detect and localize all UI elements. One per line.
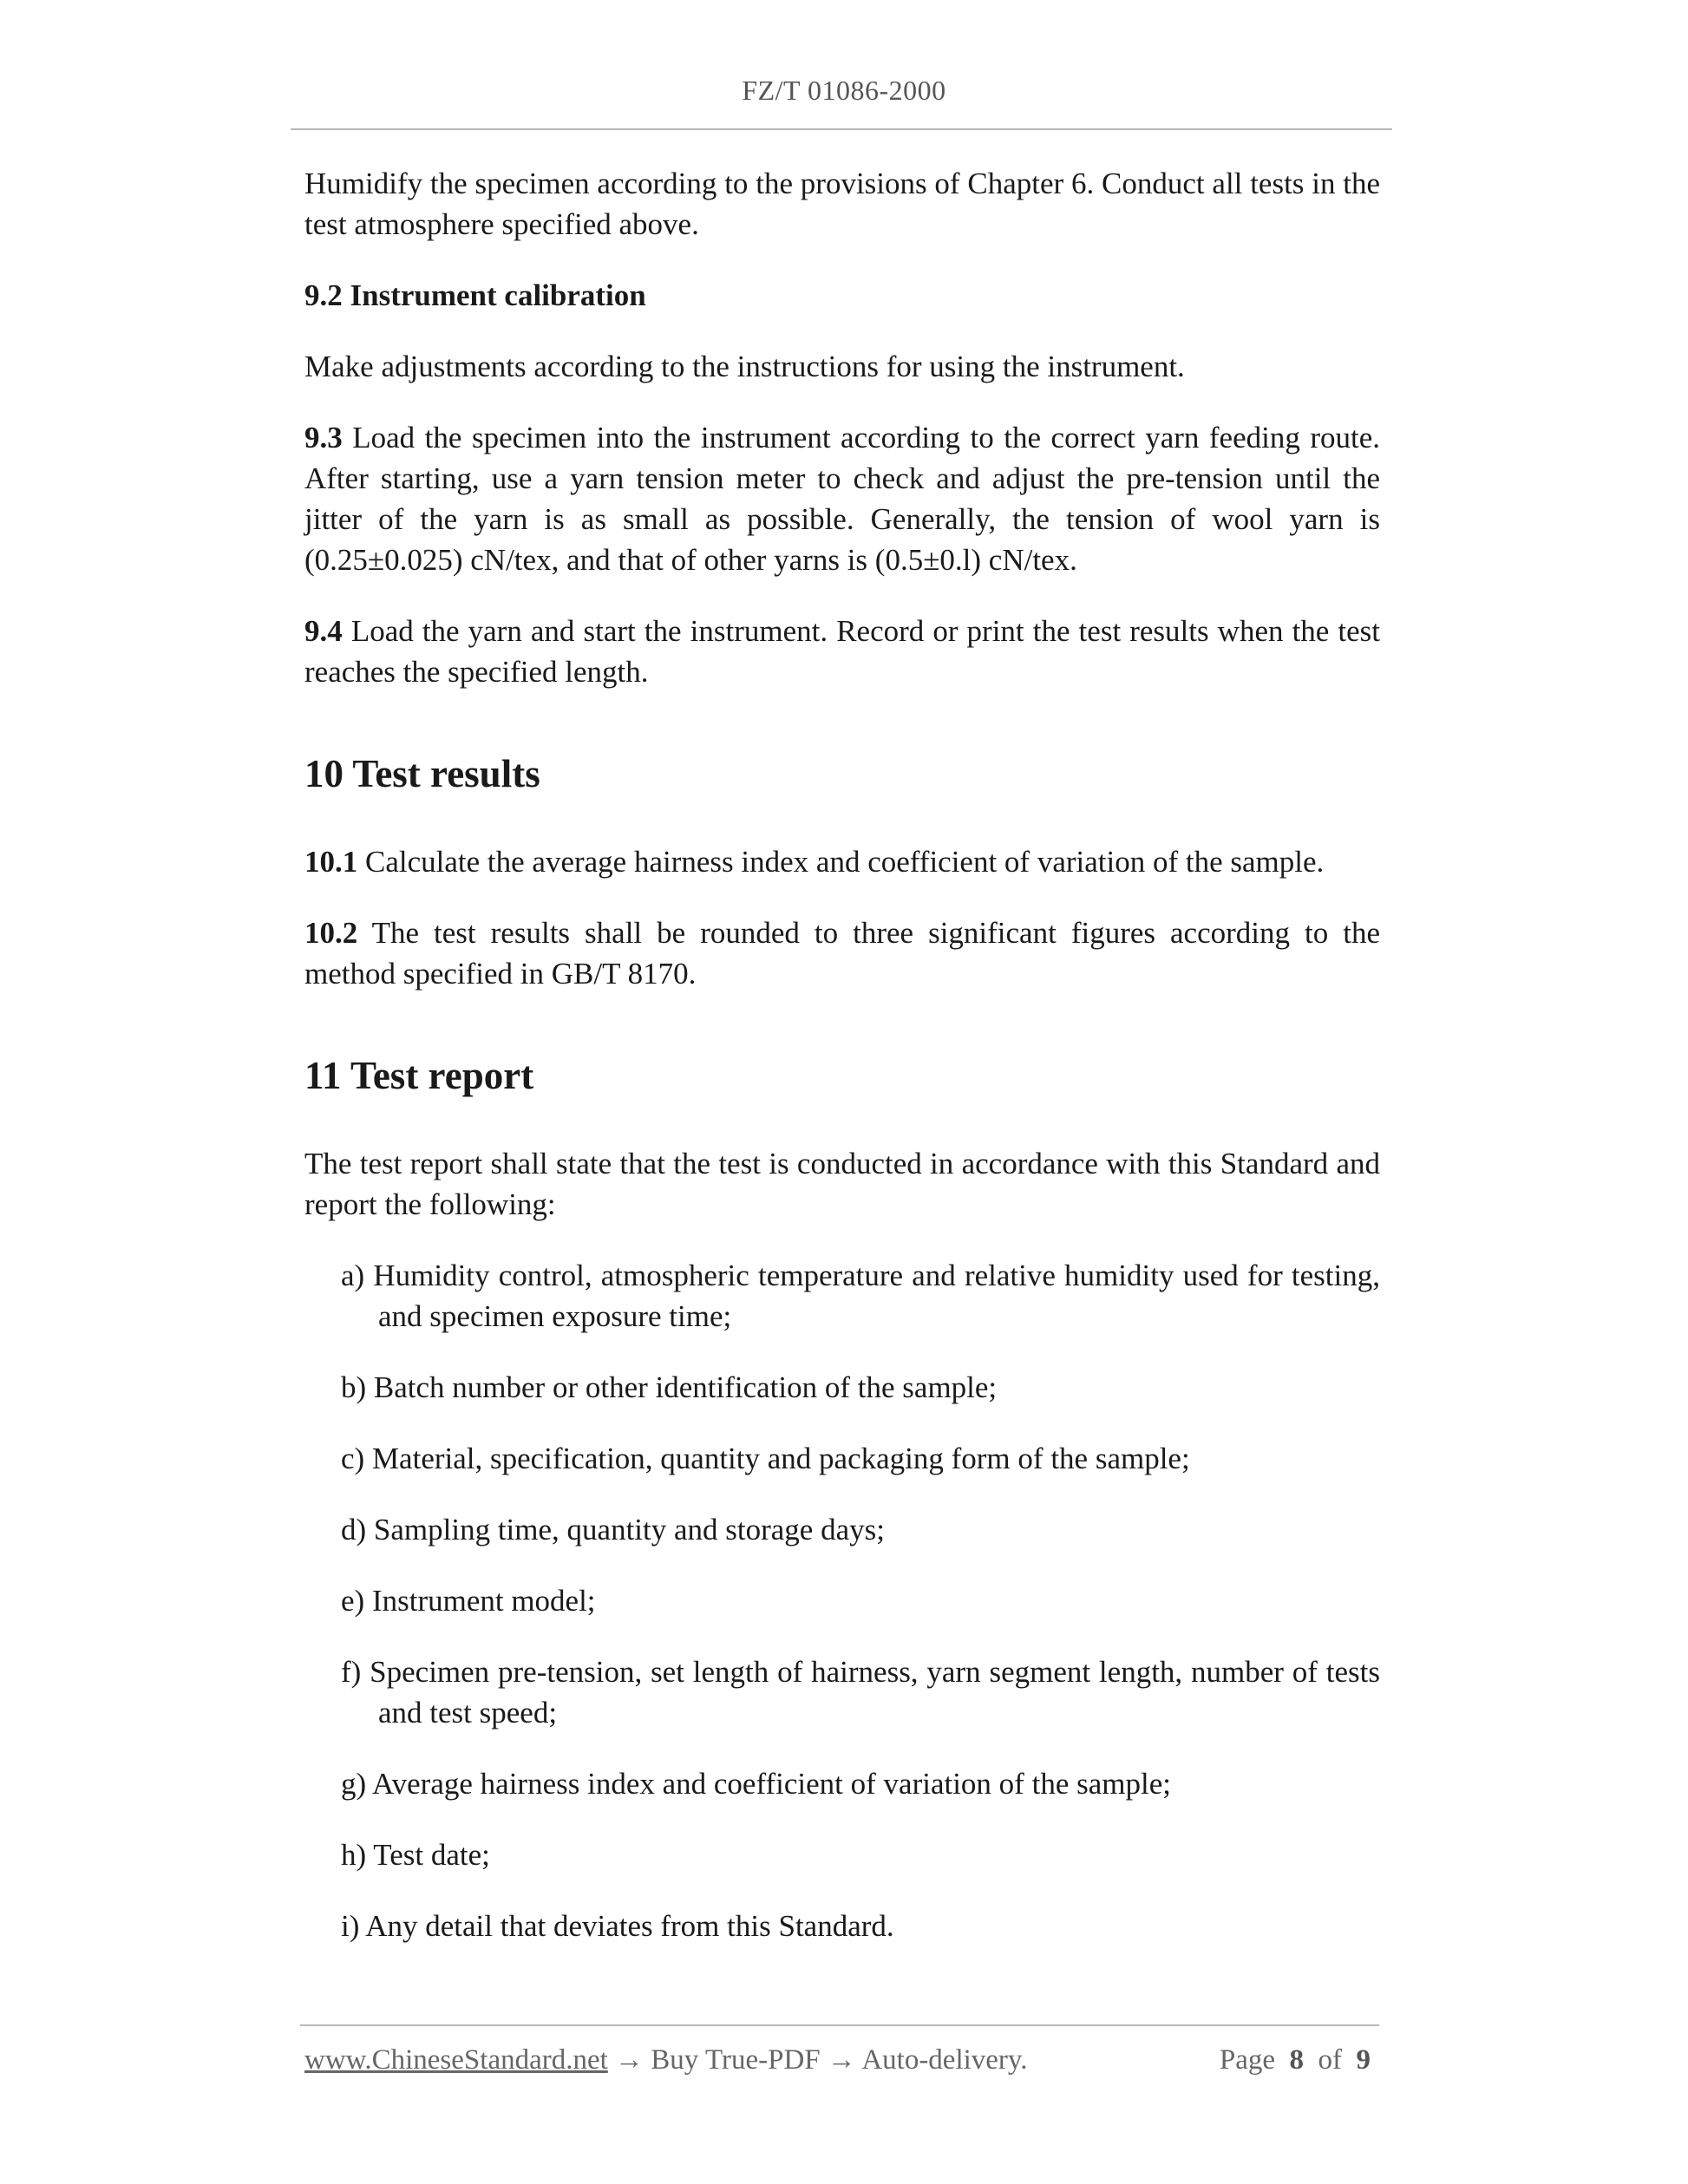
list-item: b) Batch number or other identification of the sample; <box>341 1370 998 1404</box>
section-9-2-text: Make adjustments according to the instructions for using the instrument. <box>304 350 1185 383</box>
section-10-2-number: 10.2 <box>304 916 358 950</box>
section-10-1-number: 10.1 <box>304 845 358 879</box>
page-indicator <box>1220 2044 1371 2076</box>
page-label: Page <box>1219 2044 1275 2076</box>
chapter-10-title: 10 Test results <box>304 752 540 795</box>
section-9-2-heading: 9.2 Instrument calibration <box>304 278 646 312</box>
list-item: d) Sampling time, quantity and storage days; <box>341 1513 885 1546</box>
section-10-2-text: The test results shall be rounded to three significant figures according to the method specified in GB/T 8170. <box>304 916 1380 991</box>
arrow-right-icon: → <box>827 2044 856 2076</box>
page-total: 9 <box>1356 2044 1371 2076</box>
section-10-1-text: Calculate the average hairness index and coefficient of variation of the sample. <box>365 845 1325 879</box>
chapter-11-intro: The test report shall state that the test is conducted in accordance with this Standard and report the following: <box>304 1147 1380 1221</box>
buy-pdf-text: Buy True-PDF <box>651 2044 821 2076</box>
page-content <box>304 163 1380 1977</box>
chapter-11-title: 11 Test report <box>304 1054 534 1097</box>
section-9-3-text: Load the specimen into the instrument according to the correct yarn feeding route. After starting, use a yarn tension meter to check and adjust the pre-tension until the jitter of the yarn is as small as possible. Generally, the tension of wool yarn is (0.25±0.025) cN/tex, and that of other yarns is (0.5±0.l) cN/tex. <box>304 421 1381 577</box>
page-current: 8 <box>1289 2044 1304 2076</box>
page-footer <box>304 2044 1380 2076</box>
section-9-3-number: 9.3 <box>304 421 343 454</box>
auto-delivery-text: Auto-delivery. <box>861 2044 1028 2076</box>
list-item: i) Any detail that deviates from this Standard. <box>341 1909 894 1943</box>
arrow-right-icon: → <box>615 2044 644 2076</box>
intro-paragraph: Humidify the specimen according to the provisions of Chapter 6. Conduct all tests in the test atmosphere specified above. <box>304 167 1380 241</box>
site-link[interactable]: www.ChineseStandard.net <box>304 2044 608 2076</box>
report-items-list <box>304 1255 1380 1946</box>
document-header <box>0 75 1688 107</box>
section-10-2-paragraph <box>304 912 1380 994</box>
section-9-3-paragraph <box>304 417 1380 580</box>
of-label: of <box>1318 2044 1342 2076</box>
list-item: g) Average hairness index and coefficient of variation of the sample; <box>341 1767 1171 1801</box>
standard-code: FZ/T 01086-2000 <box>742 75 946 106</box>
section-9-4-paragraph <box>304 611 1380 692</box>
list-item: a) Humidity control, atmospheric temperature and relative humidity used for testing, and specimen exposure time; <box>341 1259 1380 1333</box>
section-10-1-paragraph <box>304 841 1380 882</box>
list-item: e) Instrument model; <box>341 1584 596 1618</box>
list-item: c) Material, specification, quantity and packaging form of the sample; <box>341 1442 1190 1475</box>
header-divider <box>291 128 1392 130</box>
footer-divider <box>300 2024 1379 2026</box>
list-item: f) Specimen pre-tension, set length of hairness, yarn segment length, number of tests and test speed; <box>341 1655 1380 1730</box>
section-9-4-text: Load the yarn and start the instrument. Record or print the test results when the test reaches the specified length. <box>304 614 1380 689</box>
section-9-4-number: 9.4 <box>304 614 343 648</box>
list-item: h) Test date; <box>341 1838 490 1872</box>
